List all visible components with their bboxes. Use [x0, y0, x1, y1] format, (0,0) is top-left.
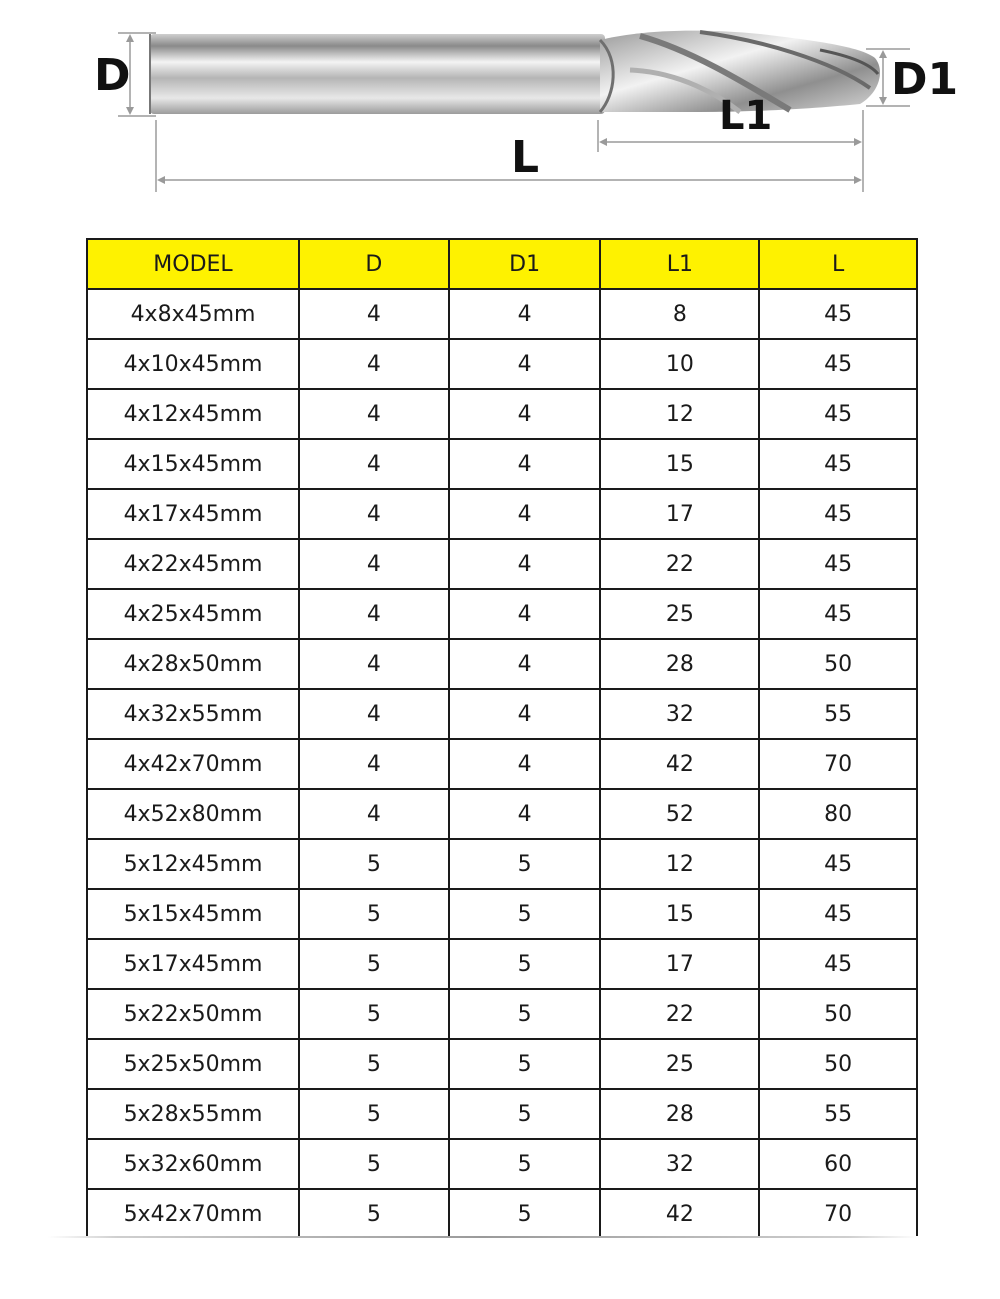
- cell-l1: 12: [600, 839, 759, 889]
- cell-model: 4x25x45mm: [87, 589, 299, 639]
- header-row: [87, 239, 917, 289]
- cell-model: 4x52x80mm: [87, 789, 299, 839]
- cell-l1: 25: [600, 589, 759, 639]
- cell-d: 4: [299, 789, 449, 839]
- table-row: [87, 989, 917, 1039]
- cell-model: 4x12x45mm: [87, 389, 299, 439]
- cell-l: 50: [759, 639, 917, 689]
- cell-l1: 22: [600, 539, 759, 589]
- cell-model: 4x28x50mm: [87, 639, 299, 689]
- cell-model: 4x10x45mm: [87, 339, 299, 389]
- table-row: [87, 439, 917, 489]
- cell-model: 5x12x45mm: [87, 839, 299, 889]
- table-row: [87, 939, 917, 989]
- table-row: [87, 739, 917, 789]
- cell-model: 5x22x50mm: [87, 989, 299, 1039]
- cell-l: 50: [759, 989, 917, 1039]
- cell-l1: 32: [600, 689, 759, 739]
- cell-d: 4: [299, 289, 449, 339]
- cell-model: 5x15x45mm: [87, 889, 299, 939]
- cell-l: 45: [759, 839, 917, 889]
- cell-l: 45: [759, 339, 917, 389]
- cell-l: 60: [759, 1139, 917, 1189]
- cell-l: 45: [759, 539, 917, 589]
- cell-d: 4: [299, 689, 449, 739]
- cell-d: 5: [299, 889, 449, 939]
- table-body: [87, 289, 917, 1238]
- cell-l: 55: [759, 689, 917, 739]
- cell-model: 4x42x70mm: [87, 739, 299, 789]
- table-row: [87, 639, 917, 689]
- cell-d1: 4: [449, 789, 601, 839]
- cell-l: 45: [759, 289, 917, 339]
- table-row: [87, 1189, 917, 1238]
- cell-model: 4x22x45mm: [87, 539, 299, 589]
- cell-d1: 4: [449, 439, 601, 489]
- cell-d1: 5: [449, 1139, 601, 1189]
- cell-l1: 28: [600, 639, 759, 689]
- cell-d1: 4: [449, 389, 601, 439]
- cell-l1: 25: [600, 1039, 759, 1089]
- cell-d: 5: [299, 989, 449, 1039]
- cell-l: 55: [759, 1089, 917, 1139]
- cell-d: 5: [299, 939, 449, 989]
- cell-d1: 5: [449, 939, 601, 989]
- table-row: [87, 589, 917, 639]
- dimension-label-l: L: [511, 132, 540, 183]
- table-row: [87, 1139, 917, 1189]
- cell-d: 5: [299, 1089, 449, 1139]
- cell-l: 45: [759, 439, 917, 489]
- cell-d1: 4: [449, 589, 601, 639]
- cell-model: 5x42x70mm: [87, 1189, 299, 1238]
- header-l: L: [759, 239, 917, 289]
- table-row: [87, 839, 917, 889]
- cell-model: 5x17x45mm: [87, 939, 299, 989]
- cell-l: 45: [759, 489, 917, 539]
- table-row: [87, 289, 917, 339]
- cell-l1: 22: [600, 989, 759, 1039]
- cell-model: 4x8x45mm: [87, 289, 299, 339]
- cell-d: 4: [299, 489, 449, 539]
- cell-d1: 5: [449, 839, 601, 889]
- cell-l1: 28: [600, 1089, 759, 1139]
- header-d: D: [299, 239, 449, 289]
- table-row: [87, 539, 917, 589]
- cell-d1: 5: [449, 1039, 601, 1089]
- cell-d1: 5: [449, 889, 601, 939]
- cell-d1: 4: [449, 739, 601, 789]
- cell-model: 4x15x45mm: [87, 439, 299, 489]
- dimension-label-d1: D1: [891, 54, 959, 105]
- cell-model: 5x28x55mm: [87, 1089, 299, 1139]
- dimension-diagram: [0, 0, 1000, 220]
- cell-l1: 52: [600, 789, 759, 839]
- cell-d1: 4: [449, 339, 601, 389]
- cell-l1: 8: [600, 289, 759, 339]
- cell-l: 45: [759, 389, 917, 439]
- cell-d1: 5: [449, 1189, 601, 1238]
- dimension-label-d: D: [94, 50, 131, 101]
- cell-d: 4: [299, 439, 449, 489]
- cell-d: 5: [299, 839, 449, 889]
- cell-d1: 4: [449, 689, 601, 739]
- cell-d: 4: [299, 739, 449, 789]
- cell-d: 5: [299, 1189, 449, 1238]
- cell-d: 4: [299, 339, 449, 389]
- cell-l: 70: [759, 739, 917, 789]
- cell-l: 45: [759, 589, 917, 639]
- cell-l1: 10: [600, 339, 759, 389]
- cell-l: 50: [759, 1039, 917, 1089]
- cell-l: 70: [759, 1189, 917, 1238]
- cell-d: 4: [299, 639, 449, 689]
- cell-l: 80: [759, 789, 917, 839]
- cell-model: 5x25x50mm: [87, 1039, 299, 1089]
- cell-d: 5: [299, 1039, 449, 1089]
- table-header: [87, 239, 917, 289]
- cell-d1: 4: [449, 539, 601, 589]
- cell-l1: 15: [600, 889, 759, 939]
- cell-d: 5: [299, 1139, 449, 1189]
- table-row: [87, 1089, 917, 1139]
- spec-table: [86, 238, 918, 1238]
- cell-l1: 32: [600, 1139, 759, 1189]
- header-d1: D1: [449, 239, 601, 289]
- bottom-divider: [48, 1236, 918, 1238]
- cell-d: 4: [299, 589, 449, 639]
- cell-d1: 5: [449, 1089, 601, 1139]
- header-model: MODEL: [87, 239, 299, 289]
- cell-model: 4x32x55mm: [87, 689, 299, 739]
- table-row: [87, 489, 917, 539]
- cell-l1: 15: [600, 439, 759, 489]
- cell-l1: 17: [600, 489, 759, 539]
- end-mill-icon: [0, 0, 1000, 220]
- header-l1: L1: [600, 239, 759, 289]
- cell-d: 4: [299, 389, 449, 439]
- cell-d1: 4: [449, 289, 601, 339]
- cell-d1: 5: [449, 989, 601, 1039]
- cell-l1: 12: [600, 389, 759, 439]
- table-row: [87, 889, 917, 939]
- cell-model: 5x32x60mm: [87, 1139, 299, 1189]
- cell-model: 4x17x45mm: [87, 489, 299, 539]
- table-row: [87, 1039, 917, 1089]
- cell-l1: 42: [600, 1189, 759, 1238]
- table-row: [87, 789, 917, 839]
- cell-l: 45: [759, 889, 917, 939]
- cell-l1: 17: [600, 939, 759, 989]
- cell-d1: 4: [449, 639, 601, 689]
- table-row: [87, 339, 917, 389]
- table-row: [87, 689, 917, 739]
- cell-d: 4: [299, 539, 449, 589]
- cell-l: 45: [759, 939, 917, 989]
- cell-d1: 4: [449, 489, 601, 539]
- table-row: [87, 389, 917, 439]
- dimension-label-l1: L1: [719, 93, 773, 139]
- cell-l1: 42: [600, 739, 759, 789]
